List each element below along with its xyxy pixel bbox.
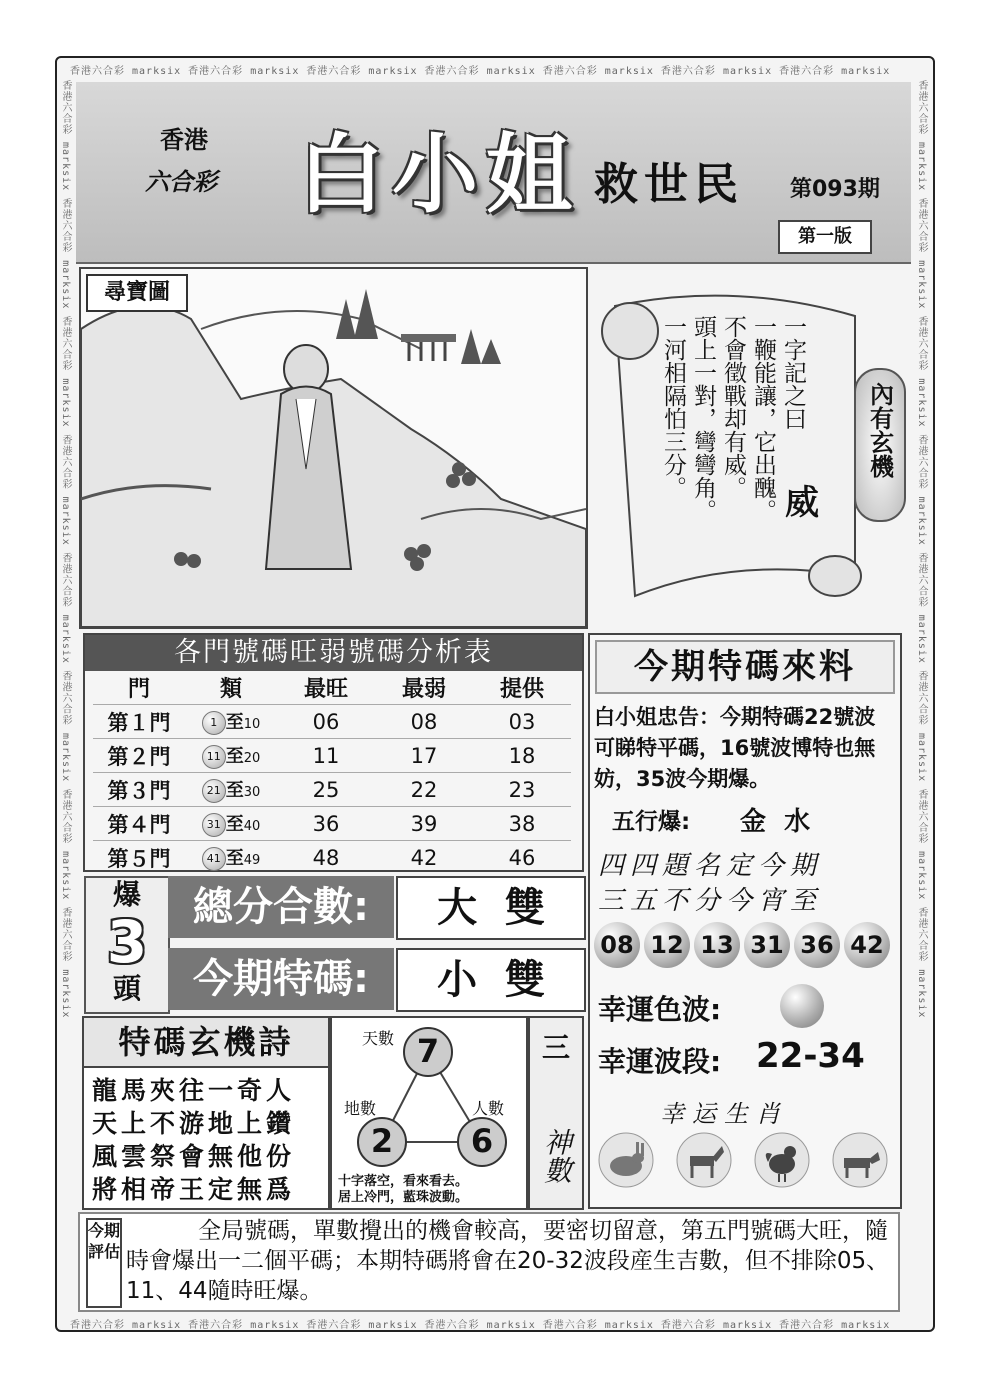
special-code-label: 今期特碼: [168,948,394,1010]
range-to: 至 [225,712,244,733]
earth-number: 2 [370,1122,394,1160]
review-label: 今期評估 [86,1218,122,1308]
poem-panel [82,1016,330,1210]
poem-line: 龍馬夾往一奇人 [92,1076,296,1105]
door-label: 第５門 [93,841,185,875]
horse-icon [676,1132,732,1188]
total-sum-label: 總分合數: [168,876,394,938]
sanyuan-top: 三 [541,1031,570,1064]
give-value: 38 [473,807,571,841]
lucky-ball: 08 [594,922,640,968]
give-value: 18 [473,739,571,773]
hot-value: 06 [277,705,375,739]
poem-line: 將相帝王定無爲 [92,1175,296,1204]
table-row [93,705,571,739]
hint-badge-text: 內有玄機 [865,382,895,478]
hot-value: 25 [277,773,375,807]
give-value: 46 [473,841,571,875]
edition-badge: 第一版 [778,220,872,254]
riddle-line-2: 一鞭能讓，它出醜。 [750,315,776,522]
wave-range-label: 幸運波段: [598,1045,722,1078]
analysis-table [93,671,571,874]
hand-line-2: 三五不分今宵至 [598,886,823,916]
cold-value: 08 [375,705,473,739]
analysis-title: 各門號碼旺弱號碼分析表 [85,635,582,671]
hint-badge [854,368,906,522]
table-row [93,773,571,807]
treasure-map-illustration [81,269,586,627]
lucky-ball: 42 [844,922,890,968]
riddle-answer: 威 [785,483,819,523]
range-to: 至 [225,780,244,801]
heaven-label: 天數 [362,1029,395,1048]
explode-char-1: 爆 [112,878,141,911]
color-wave-label: 幸運色波: [598,993,722,1026]
man-number: 6 [470,1122,494,1160]
range-to: 至 [225,848,244,869]
range-to: 至 [225,746,244,767]
scroll-riddle [660,315,806,565]
header-label-bottom: 六合彩 [145,167,217,196]
cold-value: 39 [375,807,473,841]
range-start: 31 [202,813,226,837]
explode-char-2: 3 [106,908,148,976]
dog-icon [832,1132,888,1188]
cold-value: 42 [375,841,473,875]
hot-value: 48 [277,841,375,875]
color-wave-ball [780,984,824,1028]
hot-value: 36 [277,807,375,841]
watermark-right: 香港六合彩 marksix 香港六合彩 marksix 香港六合彩 marksix 香港六合彩 marksix 香港六合彩 marksix 香港六合彩 marksix 香港六合彩 marksix 香港六合彩 marksix [916,80,927,1019]
numbers-hint-2: 居上冷門，藍珠波動。 [338,1190,469,1205]
rooster-icon [754,1132,810,1188]
numbers-hint-1: 十字落空，看來看去。 [338,1174,469,1189]
cold-value: 17 [375,739,473,773]
col-header-give: 提供 [499,677,544,702]
col-header-door: 門 [127,677,150,702]
riddle-line-4: 頭上一對，彎彎角。 [690,315,716,522]
heaven-number: 7 [416,1032,440,1070]
treasure-map-label: 尋寶圖 [86,274,188,312]
riddle-line-3: 不會徵戰却有威。 [720,315,746,499]
analysis-panel [83,633,584,872]
wuxing-value: 金 水 [740,807,811,837]
total-sum-value: 大 雙 [396,876,586,940]
poem-line: 風雲祭會無他份 [92,1142,296,1171]
hot-value: 11 [277,739,375,773]
zodiac-label: 幸运生肖 [660,1100,788,1128]
lucky-ball: 31 [744,922,790,968]
range-start: 11 [202,745,226,769]
riddle-line-1: 一字記之曰 [780,315,806,430]
lucky-ball: 13 [694,922,740,968]
give-value: 03 [473,705,571,739]
sanyuan-bottom: 神數 [540,1128,573,1184]
page-title: 白小姐 [298,125,580,225]
range-end: 30 [243,785,261,800]
col-header-class: 類 [219,677,242,702]
cold-value: 22 [375,773,473,807]
sanyuan-strip [528,1016,584,1210]
rabbit-icon [598,1132,654,1188]
watermark-left: 香港六合彩 marksix 香港六合彩 marksix 香港六合彩 marksix 香港六合彩 marksix 香港六合彩 marksix 香港六合彩 marksix 香港六合彩 marksix 香港六合彩 marksix [60,80,71,1019]
watermark-bottom: 香港六合彩 marksix 香港六合彩 marksix 香港六合彩 marksix 香港六合彩 marksix 香港六合彩 marksix 香港六合彩 marksix 香港六合彩 marksix [70,1320,891,1331]
door-label: 第１門 [93,705,185,739]
zodiac-animals [598,1132,888,1188]
door-label: 第２門 [93,739,185,773]
review-text: 全局號碼，單數攪出的機會較高，要密切留意，第五門號碼大旺，隨時會爆出一二個平碼；本期特碼將會在20-32波段産生吉數，但不排除05、11、44隨時旺爆。 [126,1218,890,1304]
man-label: 人數 [472,1099,505,1118]
wuxing-label: 五行爆: [612,809,691,835]
range-end: 10 [243,717,261,732]
special-code-value: 小 雙 [396,948,586,1012]
col-header-hot: 最旺 [303,677,348,702]
riddle-line-5: 一河相隔怕三分。 [660,315,686,499]
range-start: 21 [202,779,226,803]
poem-title: 特碼玄機詩 [84,1018,328,1068]
table-row [93,739,571,773]
wave-range-value: 22-34 [756,1036,865,1076]
range-start: 41 [202,847,226,871]
col-header-cold: 最弱 [401,677,446,702]
page-subtitle: 救世民 [594,159,744,210]
header-label-top: 香港 [160,125,208,154]
explode-badge [84,876,170,1014]
issue-number: 第093期 [790,177,880,202]
lucky-ball: 12 [644,922,690,968]
lucky-balls [594,922,894,968]
range-end: 49 [243,853,261,868]
range-to: 至 [225,814,244,835]
range-end: 20 [243,751,261,766]
special-advice: 白小姐忠告：今期特碼22號波可睇特平碼，16號波博特也無妨，35波今期爆。 [594,705,876,791]
give-value: 23 [473,773,571,807]
watermark-top: 香港六合彩 marksix 香港六合彩 marksix 香港六合彩 marksix 香港六合彩 marksix 香港六合彩 marksix 香港六合彩 marksix 香港六合彩 marksix [70,66,891,77]
poem-line: 天上不游地上鑽 [92,1109,296,1138]
table-row [93,841,571,875]
table-row [93,807,571,841]
door-label: 第３門 [93,773,185,807]
treasure-map [79,267,588,629]
range-end: 40 [243,819,261,834]
special-title: 今期特碼來料 [595,640,895,694]
explode-char-3: 頭 [112,972,141,1005]
earth-label: 地數 [344,1099,377,1118]
hand-line-1: 四四題名定今期 [598,851,823,881]
range-start: 1 [202,711,226,735]
review-panel [78,1212,900,1312]
numbers-panel [330,1016,528,1210]
table-header [93,671,571,705]
door-label: 第４門 [93,807,185,841]
lucky-ball: 36 [794,922,840,968]
poem-body [84,1068,328,1212]
